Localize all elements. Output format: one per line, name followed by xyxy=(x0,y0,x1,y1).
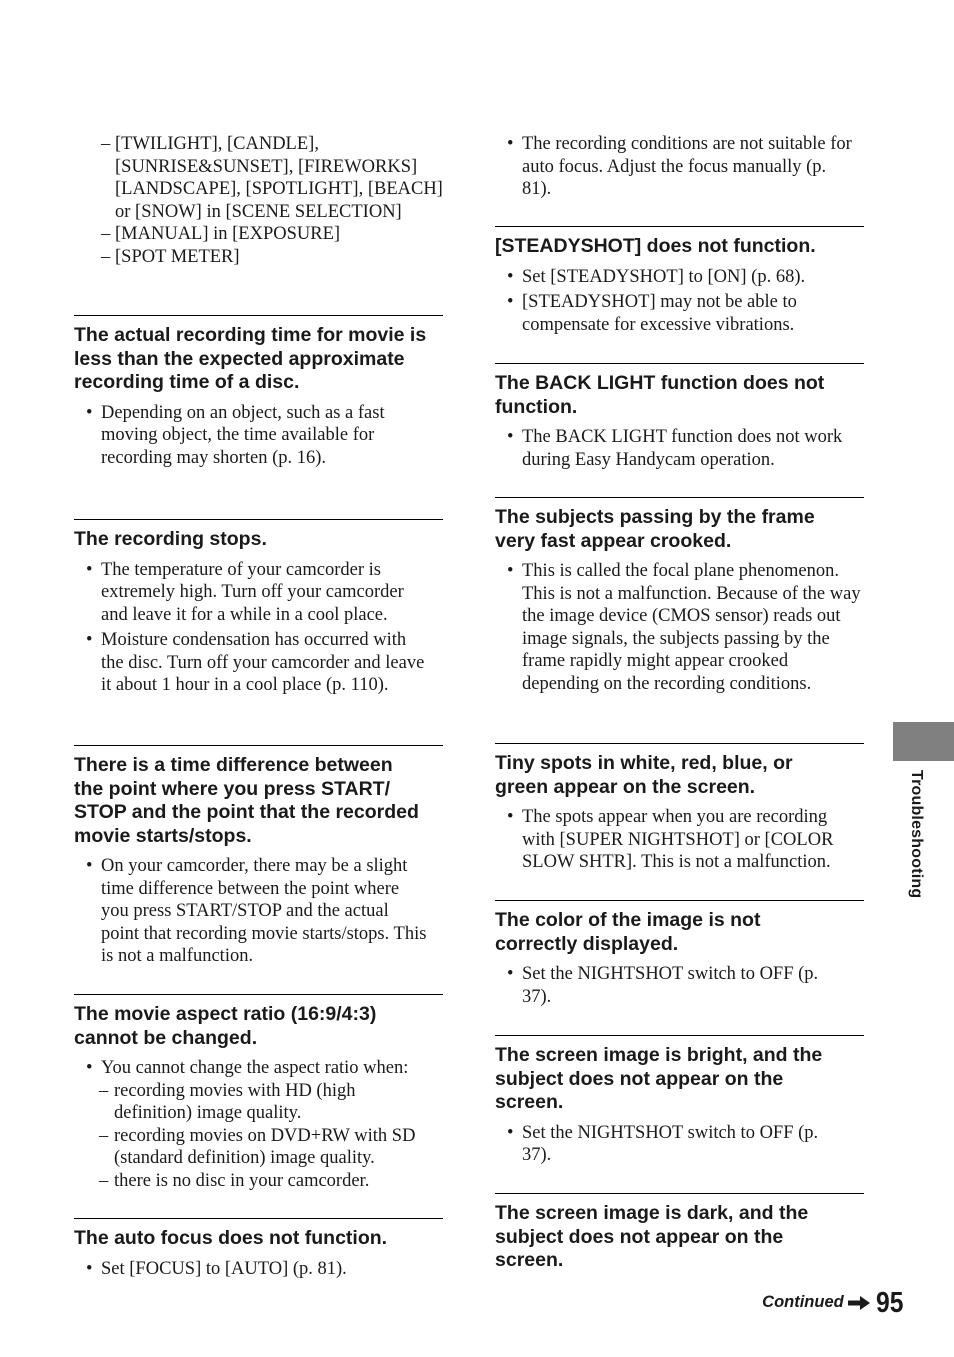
section-heading: [STEADYSHOT] does not function. xyxy=(495,235,816,257)
list-item-text: Set [FOCUS] to [AUTO] (p. 81). xyxy=(101,1258,347,1279)
bullet-marker: • xyxy=(86,1058,93,1078)
list-item xyxy=(495,963,864,1008)
list-item-text: You cannot change the aspect ratio when: xyxy=(101,1058,409,1078)
section-heading: The screen image is dark, and the subject does not appear on the screen. xyxy=(495,1202,809,1271)
section-heading: The auto focus does not function. xyxy=(74,1227,388,1249)
list-item-text: Set the NIGHTSHOT switch to OFF (p. 37). xyxy=(522,1122,819,1165)
list-item-text: [MANUAL] in [EXPOSURE] xyxy=(115,224,341,244)
section-heading: The actual recording time for movie is less than the expected approximate recording time of a disc. xyxy=(74,324,427,393)
section xyxy=(74,754,443,971)
list-item-text: The BACK LIGHT function does not work during Easy Handycam operation. xyxy=(522,427,843,470)
list-item-text: This is called the focal plane phenomenon. This is not a malfunction. Because of the way the image device (CMOS sensor) reads out image signals, the subjects passing by the frame rapidly might appear crooked depending on the recording conditions. xyxy=(522,561,861,694)
bullet-marker: • xyxy=(507,266,514,287)
list-item-text: [STEADYSHOT] may not be able to compensate for excessive vibrations. xyxy=(522,292,797,335)
list-item xyxy=(495,133,864,201)
bullet-marker: • xyxy=(507,807,514,827)
section xyxy=(74,528,443,700)
section-divider xyxy=(495,743,864,744)
section-divider xyxy=(495,363,864,364)
list-item xyxy=(74,223,443,246)
section-divider xyxy=(74,994,443,995)
list-item-text: [SPOT METER] xyxy=(115,246,240,267)
section-heading: The color of the image is not correctly displayed. xyxy=(495,909,761,955)
bullet-marker: • xyxy=(86,630,93,650)
list-item-text: The recording conditions are not suitable for auto focus. Adjust the focus manually (p. 81). xyxy=(522,134,852,199)
bullet-marker: • xyxy=(507,964,514,984)
section-divider xyxy=(495,226,864,227)
dash-marker: – xyxy=(99,1170,109,1191)
list-item xyxy=(495,1122,864,1167)
list-item-text: The temperature of your camcorder is extremely high. Turn off your camcorder and leave it for a while in a cool place. xyxy=(101,559,404,625)
dash-marker: – xyxy=(99,1080,109,1101)
section xyxy=(74,324,443,472)
section-heading: The BACK LIGHT function does not function. xyxy=(495,372,825,418)
bullet-marker: • xyxy=(507,1122,514,1143)
section-heading: Tiny spots in white, red, blue, or green appear on the screen. xyxy=(495,752,793,798)
list-item xyxy=(74,133,443,223)
dash-marker: – xyxy=(99,1125,109,1146)
section xyxy=(495,909,864,1011)
list-item xyxy=(74,855,443,968)
list-item-text: Depending on an object, such as a fast moving object, the time available for recording may shorten (p. 16). xyxy=(101,402,385,468)
section xyxy=(495,1202,864,1273)
section xyxy=(495,1044,864,1170)
bullet-marker: • xyxy=(86,402,93,423)
section xyxy=(495,235,864,339)
bullet-marker: • xyxy=(507,134,514,154)
list-item xyxy=(495,426,864,471)
list-item xyxy=(74,402,443,470)
scene-mode-list xyxy=(74,133,443,268)
sub-list-item xyxy=(74,1080,443,1125)
list-item-text: The spots appear when you are recording with [SUPER NIGHTSHOT] or [COLOR SLOW SHTR]. This is not a malfunction. xyxy=(522,807,834,872)
section xyxy=(74,1003,443,1192)
section xyxy=(495,506,864,698)
section-divider xyxy=(495,1193,864,1194)
list-item xyxy=(495,806,864,874)
list-item xyxy=(74,559,443,627)
section-heading: The subjects passing by the frame very fast appear crooked. xyxy=(495,506,815,552)
section-divider xyxy=(495,1035,864,1036)
continued-bullets xyxy=(495,133,864,204)
section-heading: The recording stops. xyxy=(74,528,267,550)
dash-marker: – xyxy=(101,246,111,267)
list-item xyxy=(74,246,443,269)
section-heading: The screen image is bright, and the subject does not appear on the screen. xyxy=(495,1044,823,1113)
list-item-text: recording movies with HD (high definition) image quality. xyxy=(114,1080,356,1123)
page-number: 95 xyxy=(875,1287,904,1319)
bullet-marker: • xyxy=(86,559,93,580)
list-item xyxy=(74,1057,443,1080)
section-divider xyxy=(74,315,443,316)
section-divider xyxy=(495,497,864,498)
list-item xyxy=(495,560,864,695)
chapter-tab xyxy=(893,722,954,761)
dash-marker: – xyxy=(101,224,111,244)
list-item-text: Moisture condensation has occurred with the disc. Turn off your camcorder and leave it about 1 hour in a cool place (p. 110). xyxy=(101,630,425,695)
section-heading: There is a time difference between the point where you press START/ STOP and the point that the recorded movie starts/stops. xyxy=(74,754,419,847)
continued-label: Continued xyxy=(762,1293,844,1311)
sub-list-item xyxy=(74,1125,443,1170)
bullet-marker: • xyxy=(507,561,514,581)
page-footer xyxy=(762,1288,908,1318)
bullet-marker: • xyxy=(507,427,514,447)
section-divider xyxy=(74,1218,443,1219)
sub-list-item xyxy=(74,1170,443,1193)
list-item-text: [TWILIGHT], [CANDLE], [SUNRISE&SUNSET], [FIREWORKS] [LANDSCAPE], [SPOTLIGHT], [BEACH] or [SNOW] in [SCENE SELECTION] xyxy=(115,134,443,222)
list-item xyxy=(495,291,864,336)
chapter-tab-label: Troubleshooting xyxy=(908,770,925,899)
list-item-text: Set [STEADYSHOT] to [ON] (p. 68). xyxy=(522,266,806,287)
list-item-text: there is no disc in your camcorder. xyxy=(114,1170,370,1191)
section xyxy=(495,372,864,474)
section xyxy=(495,752,864,877)
arrow-right-icon xyxy=(848,1296,870,1310)
section-heading: The movie aspect ratio (16:9/4:3) cannot be changed. xyxy=(74,1003,377,1049)
list-item xyxy=(74,629,443,697)
section-divider xyxy=(74,745,443,746)
section-divider xyxy=(74,519,443,520)
list-item xyxy=(495,266,864,289)
dash-marker: – xyxy=(101,134,111,154)
bullet-marker: • xyxy=(507,292,514,312)
section-divider xyxy=(495,900,864,901)
list-item xyxy=(74,1258,443,1281)
bullet-marker: • xyxy=(86,1258,93,1279)
section xyxy=(74,1227,443,1283)
list-item-text: On your camcorder, there may be a slight time difference between the point where you press START/STOP and the actual point that recording movie starts/stops. This is not a malfunction. xyxy=(101,856,427,966)
bullet-marker: • xyxy=(86,856,93,876)
list-item-text: Set the NIGHTSHOT switch to OFF (p. 37). xyxy=(522,964,819,1007)
list-item-text: recording movies on DVD+RW with SD (standard definition) image quality. xyxy=(114,1125,416,1168)
